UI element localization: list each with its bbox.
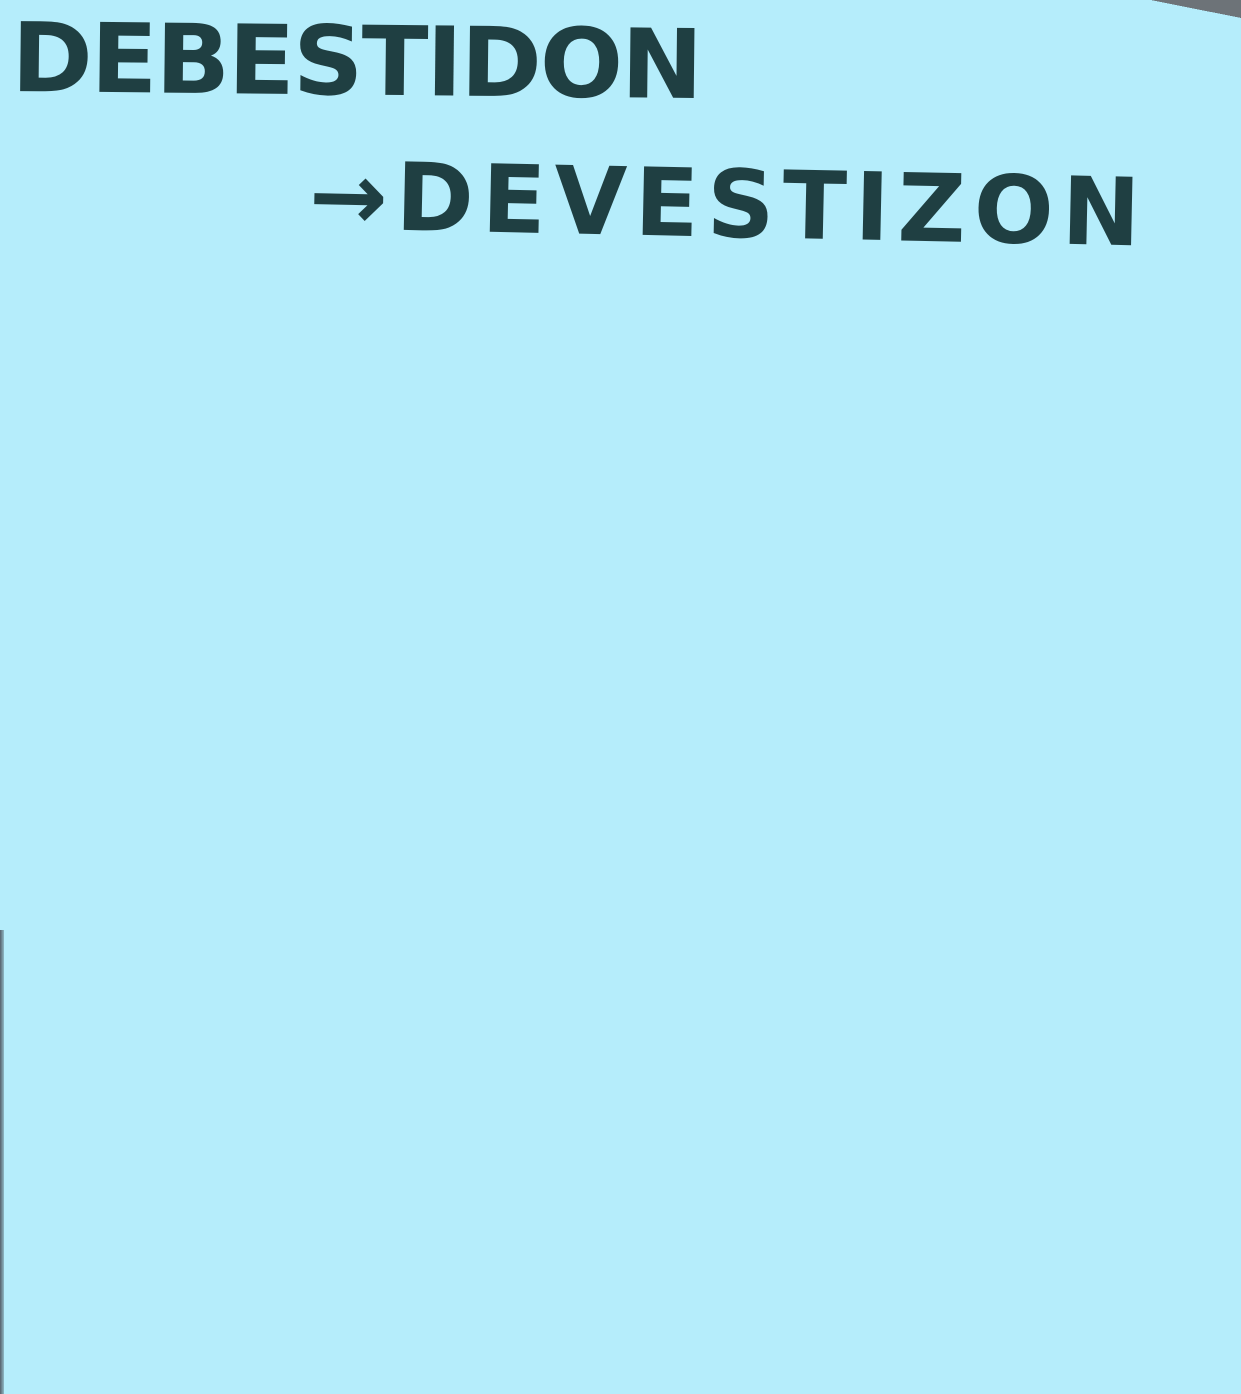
handwritten-word-original: DEBESTIDON [10,2,702,122]
handwritten-word-corrected: →DEVESTIZON [307,142,1150,269]
background-corner [1151,0,1241,18]
note-left-edge [0,930,4,1394]
